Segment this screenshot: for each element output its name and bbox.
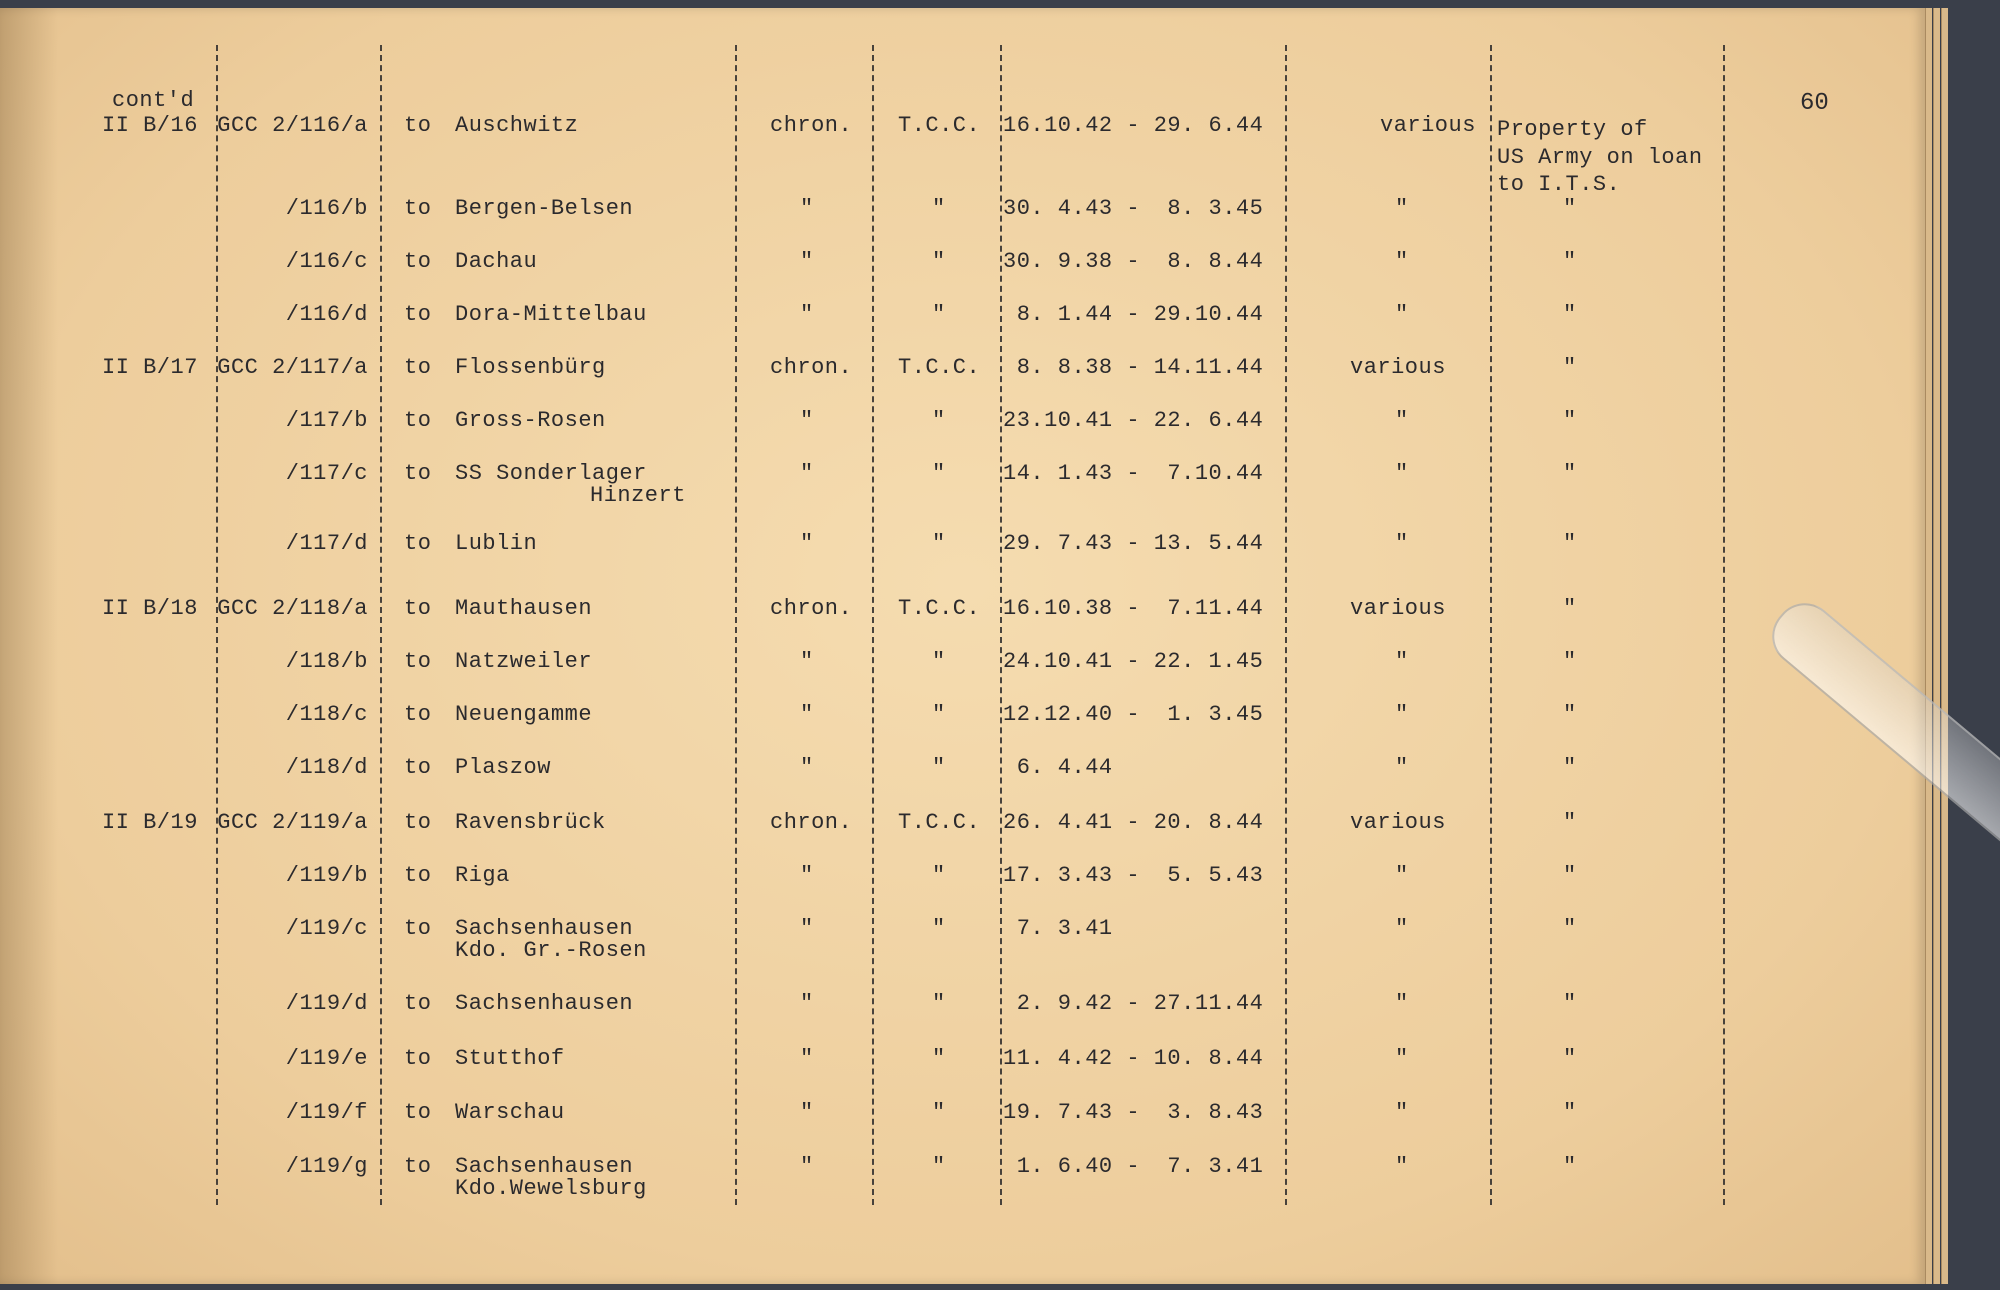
place-name-line2: Kdo.Wewelsburg — [455, 1176, 647, 1201]
file-code: /116/b — [285, 196, 368, 221]
place-name: Gross-Rosen — [455, 408, 606, 433]
record-type: chron. — [770, 810, 853, 835]
ownership-note: " — [1563, 649, 1577, 674]
ownership-note: " — [1563, 249, 1577, 274]
ownership-note: " — [1563, 755, 1577, 780]
to-label: to — [404, 1046, 432, 1071]
frequency: " — [1395, 702, 1409, 727]
place-name: Flossenbürg — [455, 355, 606, 380]
frequency: various — [1350, 596, 1446, 621]
to-label: to — [404, 408, 432, 433]
file-code: /118/b — [285, 649, 368, 674]
ownership-note: " — [1563, 408, 1577, 433]
group-code: II B/16 — [102, 113, 198, 138]
place-name: Neuengamme — [455, 702, 593, 727]
group-code: II B/18 — [102, 596, 198, 621]
file-code: /119/f — [285, 1100, 368, 1125]
file-code: /119/d — [285, 991, 368, 1016]
record-type: " — [800, 1154, 814, 1179]
place-name: Dora-Mittelbau — [455, 302, 647, 327]
to-label: to — [404, 249, 432, 274]
to-label: to — [404, 531, 432, 556]
frequency: " — [1395, 755, 1409, 780]
frequency: various — [1380, 113, 1476, 138]
group-code: II B/19 — [102, 810, 198, 835]
column-rule — [1723, 45, 1725, 1205]
record-source: " — [932, 1046, 946, 1071]
frequency: " — [1395, 1154, 1409, 1179]
date-range: 14. 1.43 - 7.10.44 — [1003, 461, 1264, 486]
to-label: to — [404, 916, 432, 941]
file-code: /116/c — [285, 249, 368, 274]
record-source: " — [932, 863, 946, 888]
place-name-line2: Hinzert — [590, 483, 686, 508]
record-source: T.C.C. — [898, 355, 981, 380]
record-source: " — [932, 916, 946, 941]
frequency: various — [1350, 810, 1446, 835]
date-range: 11. 4.42 - 10. 8.44 — [1003, 1046, 1264, 1071]
file-code: /119/e — [285, 1046, 368, 1071]
file-code: GCC 2/117/a — [217, 355, 368, 380]
record-source: " — [932, 1100, 946, 1125]
to-label: to — [404, 755, 432, 780]
file-code: GCC 2/118/a — [217, 596, 368, 621]
file-code: /118/d — [285, 755, 368, 780]
to-label: to — [404, 196, 432, 221]
record-type: " — [800, 408, 814, 433]
place-name-line2: Kdo. Gr.-Rosen — [455, 938, 647, 963]
group-code: II B/17 — [102, 355, 198, 380]
ownership-note: " — [1563, 461, 1577, 486]
to-label: to — [404, 302, 432, 327]
place-name: Lublin — [455, 531, 538, 556]
file-code: /117/c — [285, 461, 368, 486]
to-label: to — [404, 991, 432, 1016]
ownership-note: " — [1563, 1046, 1577, 1071]
record-source: T.C.C. — [898, 810, 981, 835]
record-source: T.C.C. — [898, 113, 981, 138]
date-range: 19. 7.43 - 3. 8.43 — [1003, 1100, 1264, 1125]
place-name: Stutthof — [455, 1046, 565, 1071]
record-type: " — [800, 755, 814, 780]
record-type: chron. — [770, 113, 853, 138]
place-name: Warschau — [455, 1100, 565, 1125]
ownership-note: " — [1563, 1100, 1577, 1125]
record-type: " — [800, 302, 814, 327]
date-range: 23.10.41 - 22. 6.44 — [1003, 408, 1264, 433]
place-name: Auschwitz — [455, 113, 579, 138]
date-range: 2. 9.42 - 27.11.44 — [1003, 991, 1264, 1016]
date-range: 1. 6.40 - 7. 3.41 — [1003, 1154, 1264, 1179]
file-code: GCC 2/116/a — [217, 113, 368, 138]
header-note: cont'd — [112, 88, 195, 113]
frequency: " — [1395, 1046, 1409, 1071]
place-name: Sachsenhausen — [455, 916, 634, 941]
property-note-line3: to I.T.S. — [1497, 172, 1621, 197]
date-range: 30. 4.43 - 8. 3.45 — [1003, 196, 1264, 221]
place-name: Dachau — [455, 249, 538, 274]
record-source: " — [932, 702, 946, 727]
file-code: /119/g — [285, 1154, 368, 1179]
frequency: " — [1395, 1100, 1409, 1125]
record-source: " — [932, 991, 946, 1016]
book-binding-shadow — [0, 8, 58, 1284]
frequency: " — [1395, 302, 1409, 327]
column-rule — [872, 45, 874, 1205]
record-source: " — [932, 249, 946, 274]
record-type: " — [800, 1100, 814, 1125]
date-range: 7. 3.41 — [1003, 916, 1113, 941]
record-type: chron. — [770, 596, 853, 621]
record-source: " — [932, 649, 946, 674]
to-label: to — [404, 113, 432, 138]
date-range: 29. 7.43 - 13. 5.44 — [1003, 531, 1264, 556]
ownership-note: " — [1563, 1154, 1577, 1179]
column-rule — [735, 45, 737, 1205]
place-name: Sachsenhausen — [455, 991, 634, 1016]
ownership-note: " — [1563, 531, 1577, 556]
record-source: " — [932, 755, 946, 780]
place-name: Natzweiler — [455, 649, 593, 674]
file-code: /119/b — [285, 863, 368, 888]
file-code: /117/d — [285, 531, 368, 556]
page-edge — [1933, 8, 1940, 1284]
ownership-note: " — [1563, 355, 1577, 380]
record-source: " — [932, 196, 946, 221]
to-label: to — [404, 810, 432, 835]
date-range: 16.10.38 - 7.11.44 — [1003, 596, 1264, 621]
to-label: to — [404, 1154, 432, 1179]
column-rule — [1490, 45, 1492, 1205]
file-code: /118/c — [285, 702, 368, 727]
record-type: " — [800, 196, 814, 221]
record-source: " — [932, 461, 946, 486]
frequency: various — [1350, 355, 1446, 380]
record-type: " — [800, 991, 814, 1016]
date-range: 8. 8.38 - 14.11.44 — [1003, 355, 1264, 380]
date-range: 17. 3.43 - 5. 5.43 — [1003, 863, 1264, 888]
frequency: " — [1395, 249, 1409, 274]
date-range: 6. 4.44 — [1003, 755, 1113, 780]
place-name: Plaszow — [455, 755, 551, 780]
ownership-note: " — [1563, 810, 1577, 835]
place-name: Riga — [455, 863, 510, 888]
property-note-line2: US Army on loan — [1497, 145, 1703, 170]
column-rule — [380, 45, 382, 1205]
ownership-note: " — [1563, 196, 1577, 221]
ownership-note: " — [1563, 991, 1577, 1016]
ownership-note: " — [1563, 702, 1577, 727]
frequency: " — [1395, 461, 1409, 486]
column-rule — [1285, 45, 1287, 1205]
column-rule — [1000, 45, 1002, 1205]
to-label: to — [404, 355, 432, 380]
record-type: " — [800, 702, 814, 727]
record-type: " — [800, 916, 814, 941]
file-code: /119/c — [285, 916, 368, 941]
ownership-note: " — [1563, 302, 1577, 327]
page-edge — [1941, 8, 1948, 1284]
to-label: to — [404, 461, 432, 486]
place-name: Mauthausen — [455, 596, 593, 621]
place-name: SS Sonderlager — [455, 461, 647, 486]
date-range: 24.10.41 - 22. 1.45 — [1003, 649, 1264, 674]
frequency: " — [1395, 916, 1409, 941]
record-type: chron. — [770, 355, 853, 380]
place-name: Sachsenhausen — [455, 1154, 634, 1179]
date-range: 26. 4.41 - 20. 8.44 — [1003, 810, 1264, 835]
page-edge — [1925, 8, 1932, 1284]
record-type: " — [800, 863, 814, 888]
file-code: /117/b — [285, 408, 368, 433]
date-range: 16.10.42 - 29. 6.44 — [1003, 113, 1264, 138]
to-label: to — [404, 863, 432, 888]
to-label: to — [404, 1100, 432, 1125]
frequency: " — [1395, 196, 1409, 221]
column-rule — [216, 45, 218, 1205]
record-source: " — [932, 531, 946, 556]
place-name: Bergen-Belsen — [455, 196, 634, 221]
ownership-note: " — [1563, 916, 1577, 941]
file-code: /116/d — [285, 302, 368, 327]
record-type: " — [800, 531, 814, 556]
date-range: 8. 1.44 - 29.10.44 — [1003, 302, 1264, 327]
to-label: to — [404, 702, 432, 727]
record-type: " — [800, 1046, 814, 1071]
record-source: " — [932, 408, 946, 433]
frequency: " — [1395, 863, 1409, 888]
frequency: " — [1395, 991, 1409, 1016]
record-type: " — [800, 461, 814, 486]
record-type: " — [800, 249, 814, 274]
to-label: to — [404, 649, 432, 674]
record-source: " — [932, 302, 946, 327]
date-range: 12.12.40 - 1. 3.45 — [1003, 702, 1264, 727]
date-range: 30. 9.38 - 8. 8.44 — [1003, 249, 1264, 274]
record-type: " — [800, 649, 814, 674]
page-number: 60 — [1800, 90, 1829, 117]
property-note-line1: Property of — [1497, 117, 1648, 142]
ownership-note: " — [1563, 596, 1577, 621]
frequency: " — [1395, 649, 1409, 674]
frequency: " — [1395, 531, 1409, 556]
record-source: T.C.C. — [898, 596, 981, 621]
place-name: Ravensbrück — [455, 810, 606, 835]
to-label: to — [404, 596, 432, 621]
record-source: " — [932, 1154, 946, 1179]
ownership-note: " — [1563, 863, 1577, 888]
frequency: " — [1395, 408, 1409, 433]
file-code: GCC 2/119/a — [217, 810, 368, 835]
